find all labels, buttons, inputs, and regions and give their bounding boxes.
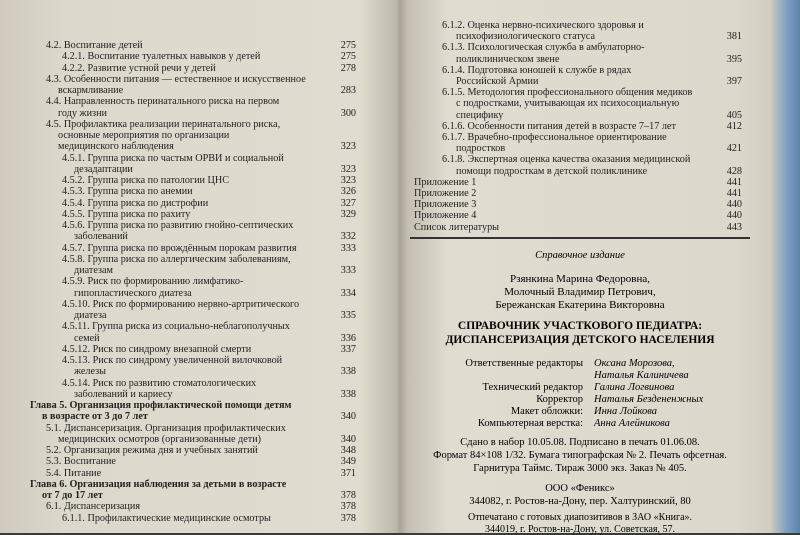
- toc-entry-text: году жизни: [58, 107, 107, 119]
- toc-entry: [74, 310, 107, 322]
- toc-entry-text: поликлиническом звене: [456, 53, 560, 65]
- toc-entry: [62, 254, 291, 266]
- toc-entry-text: 4.5.11. Группа риска из социально-неблагополучных: [62, 321, 290, 333]
- toc-page-number: 333: [340, 265, 356, 276]
- toc-entry-text: медицинского наблюдения: [58, 141, 174, 153]
- imprint-separator: [410, 237, 750, 239]
- toc-entry-text: Приложение 2: [414, 188, 477, 199]
- toc-entry: [62, 153, 284, 165]
- toc-entry-text: 4.5.12. Риск по синдрому внезапной смерти: [62, 343, 252, 355]
- toc-entry: [46, 501, 140, 513]
- toc-page-number: 338: [340, 366, 356, 378]
- toc-entry-text: 4.5.10. Риск по формированию нервно-артритического: [62, 298, 300, 310]
- toc-entry-text: 6.1.7. Врачебно-профессиональное ориентирование: [442, 132, 667, 143]
- toc-page-number: 395: [726, 53, 742, 65]
- toc-entry-text: железы: [74, 366, 107, 378]
- toc-entry-text: Глава 5. Организация профилактической помощи детям: [30, 400, 292, 411]
- toc-entry: [74, 333, 100, 345]
- toc-entry-text: 5.2. Организация режима дня и учебных занятий: [46, 445, 258, 456]
- credit-name: Оксана Морозова,: [594, 358, 675, 369]
- toc-entry: [62, 513, 271, 525]
- credit-name: Анна Алейникова: [594, 418, 670, 429]
- toc-entry: [442, 65, 631, 77]
- toc-entry-text: 4.5. Профилактика реализации перинатального риска,: [46, 118, 281, 130]
- toc-entry: [46, 96, 279, 108]
- toc-entry-text: 4.4. Направленность перинатального риска на первом: [46, 96, 280, 108]
- toc-entry-text: диатезам: [74, 265, 113, 276]
- toc-entry: [62, 186, 193, 198]
- credit-name: Наталья Бездененжных: [594, 394, 704, 405]
- toc-entry-text: 4.5.6. Группа риска по развитию гнойно-септических: [62, 220, 294, 231]
- toc-entry: [74, 389, 173, 401]
- toc-page-number: 336: [340, 332, 356, 344]
- toc-entry-text: гипопластического диатеза: [74, 287, 192, 299]
- toc-page-number: 412: [726, 120, 742, 132]
- toc-entry-text: 4.5.8. Группа риска по аллергическим заболеваниям,: [62, 253, 291, 265]
- toc-entry-text: 6.1.2. Оценка нервно-психического здоровья и: [442, 20, 644, 31]
- print-info-3: Гарнитура Таймс. Тираж 3000 экз. Заказ № 405.: [473, 463, 687, 474]
- toc-page-number: 378: [340, 512, 356, 524]
- credit-role: Ответственные редакторы: [465, 358, 583, 369]
- author-2: Молочный Владимир Петрович,: [504, 286, 656, 298]
- toc-page-number: 323: [340, 163, 356, 175]
- left-page-toc: [0, 0, 388, 533]
- toc-entry: [58, 85, 123, 97]
- toc-entry-text: Российской Армии: [456, 76, 539, 87]
- toc-entry-text: 4.5.4. Группа риска по дистрофии: [62, 197, 209, 209]
- toc-page-number: 405: [726, 109, 742, 121]
- toc-entry: [46, 423, 286, 435]
- publisher-address: 344082, г. Ростов-на-Дону, пер. Халтуринский, 80: [469, 496, 691, 507]
- toc-entry: [414, 199, 476, 211]
- book-title-2: ДИСПАНСЕРИЗАЦИЯ ДЕТСКОГО НАСЕЛЕНИЯ: [445, 334, 715, 346]
- toc-entry-text: 4.5.1. Группа риска по частым ОРВИ и социальной: [62, 152, 284, 164]
- toc-entry: [442, 42, 645, 54]
- toc-page-number: 397: [726, 76, 742, 87]
- toc-page-number: 421: [726, 143, 742, 155]
- toc-entry: [46, 456, 116, 468]
- toc-entry-text: 6.1.4. Подготовка юношей к службе в рядах: [442, 64, 632, 76]
- toc-entry: [456, 166, 647, 178]
- toc-page-number: 338: [340, 388, 356, 400]
- toc-entry-text: медицинских осмотров (организованные дети): [58, 433, 262, 445]
- toc-entry: [74, 288, 192, 300]
- toc-entry-text: 5.3. Воспитание: [46, 456, 116, 468]
- toc-entry-text: Глава 6. Организация наблюдения за детьми в возрасте: [30, 478, 287, 490]
- toc-page-number: 329: [340, 208, 356, 220]
- printer-info-2: 344019, г. Ростов-на-Дону, ул. Советская, 57.: [484, 524, 676, 535]
- toc-entry: [62, 355, 282, 367]
- toc-entry: [62, 299, 299, 311]
- toc-page-number: 349: [340, 456, 356, 468]
- toc-entry: [58, 434, 261, 446]
- toc-entry: [62, 378, 256, 390]
- publisher-name: ООО «Феникс»: [545, 483, 615, 494]
- toc-entry: [414, 210, 476, 222]
- toc-entry: [62, 243, 297, 255]
- toc-entry: [42, 411, 148, 423]
- toc-entry-text: помощи подросткам в детской поликлинике: [456, 165, 648, 177]
- credit-role: Технический редактор: [482, 382, 583, 393]
- toc-page-number: 326: [340, 186, 356, 198]
- toc-entry: [62, 321, 290, 333]
- credit-name: Наталья Калиничева: [594, 370, 689, 381]
- toc-entry-text: 5.4. Питание: [46, 467, 102, 479]
- author-3: Бережанская Екатерина Викторовна: [495, 299, 665, 311]
- blue-background-edge: [770, 0, 800, 533]
- toc-page-number: 332: [340, 231, 356, 243]
- toc-entry: [414, 222, 499, 234]
- toc-page-number: 340: [340, 411, 356, 423]
- toc-page-number: 440: [726, 210, 742, 222]
- toc-page-number: 378: [340, 490, 356, 501]
- toc-page-number: 428: [726, 165, 742, 177]
- toc-entry-text: Приложение 3: [414, 199, 477, 211]
- toc-entry-text: от 7 до 17 лет: [42, 490, 103, 501]
- toc-entry: [74, 265, 113, 277]
- toc-entry-text: 4.5.5. Группа риска по рахиту: [62, 208, 191, 220]
- credit-name: Инна Лойкова: [594, 406, 657, 417]
- toc-entry-text: заболеваний: [74, 231, 128, 243]
- toc-page-number: 300: [340, 107, 356, 119]
- toc-entry: [42, 490, 103, 502]
- toc-entry-text: 4.2.1. Воспитание туалетных навыков у детей: [62, 51, 261, 63]
- toc-entry: [442, 154, 690, 166]
- toc-entry: [456, 76, 538, 88]
- toc-entry-text: 4.5.2. Группа риска по патологии ЦНС: [62, 175, 230, 186]
- toc-entry: [62, 220, 293, 232]
- author-1: Рзянкина Марина Федоровна,: [510, 273, 650, 285]
- toc-entry-text: Приложение 4: [414, 210, 477, 222]
- toc-page-number: 441: [726, 188, 742, 199]
- toc-entry-text: Приложение 1: [414, 176, 477, 188]
- toc-entry: [62, 198, 208, 210]
- toc-entry-text: 5.1. Диспансеризация. Организация профилактических: [46, 422, 286, 434]
- toc-entry: [456, 54, 559, 66]
- toc-entry-text: 4.5.9. Риск по формированию лимфатико-: [62, 276, 244, 288]
- toc-entry: [46, 445, 258, 457]
- toc-entry-text: 4.5.7. Группа риска по врождённым порокам развития: [62, 242, 297, 254]
- toc-entry: [30, 479, 286, 491]
- print-info-2: Формат 84×108 1/32. Бумага типографская № 2. Печать офсетная.: [433, 450, 727, 461]
- toc-page-number: 335: [340, 310, 356, 321]
- toc-page-number: 334: [340, 287, 356, 299]
- toc-entry-text: подростков: [456, 143, 506, 155]
- toc-entry: [62, 51, 260, 63]
- toc-entry-text: с подростками, учитывающая их психосоциальную: [456, 98, 680, 110]
- toc-entry-text: 6.1.3. Психологическая служба в амбулаторно-: [442, 42, 645, 54]
- credit-role: Макет обложки:: [510, 406, 583, 417]
- credit-role: Корректор: [536, 394, 583, 405]
- toc-page-number: 340: [340, 433, 356, 445]
- toc-entry: [58, 108, 107, 120]
- toc-entry-text: дезадаптации: [74, 163, 133, 175]
- edition-type: Справочное издание: [535, 250, 625, 261]
- toc-entry-text: 4.5.13. Риск по синдрому увеличенной вилочковой: [62, 355, 283, 366]
- toc-page-number: 371: [340, 467, 356, 479]
- toc-entry: [456, 98, 679, 110]
- toc-entry: [46, 74, 306, 86]
- toc-entry: [62, 63, 216, 75]
- toc-page-number: 333: [340, 242, 356, 254]
- toc-page-number: 440: [726, 199, 742, 211]
- printer-info-1: Отпечатано с готовых диапозитивов в ЗАО «Книга».: [467, 512, 693, 523]
- toc-entry-text: 6.1.8. Экспертная оценка качества оказания медицинской: [442, 154, 691, 166]
- toc-entry-text: специфику: [456, 109, 504, 121]
- toc-page-number: 323: [340, 141, 356, 153]
- toc-page-number: 337: [340, 343, 356, 355]
- toc-entry-text: 4.5.14. Риск по развитию стоматологических: [62, 377, 257, 389]
- toc-page-number: 275: [340, 40, 356, 51]
- toc-entry-text: 4.5.3. Группа риска по анемии: [62, 186, 193, 198]
- toc-entry-text: диатеза: [74, 310, 107, 321]
- toc-entry-text: 6.1.5. Методология профессионального общения медиков: [442, 87, 693, 99]
- toc-entry: [30, 400, 291, 412]
- toc-entry: [74, 164, 133, 176]
- toc-entry: [62, 209, 190, 221]
- toc-entry-text: 6.1.1. Профилактические медицинские осмотры: [62, 512, 271, 524]
- toc-entry: [442, 132, 667, 144]
- toc-page-number: 275: [340, 51, 356, 63]
- toc-entry: [456, 31, 595, 43]
- toc-entry-text: Список литературы: [414, 221, 500, 233]
- toc-entry-text: психофизиологического статуса: [456, 31, 595, 43]
- toc-entry-text: 4.2.2. Развитие устной речи у детей: [62, 62, 216, 74]
- toc-entry-text: семей: [74, 332, 100, 344]
- credit-role: Компьютерная верстка:: [477, 418, 583, 429]
- toc-page-number: 443: [726, 221, 742, 233]
- toc-entry: [62, 344, 251, 356]
- toc-entry: [58, 130, 229, 142]
- toc-entry: [442, 121, 676, 133]
- toc-entry: [74, 231, 128, 243]
- toc-entry: [58, 141, 174, 153]
- toc-entry: [62, 175, 229, 187]
- toc-page-number: 323: [340, 175, 356, 186]
- toc-page-number: 283: [340, 85, 356, 96]
- toc-page-number: 278: [340, 62, 356, 74]
- toc-entry: [62, 276, 243, 288]
- toc-entry-text: 6.1. Диспансеризация: [46, 501, 141, 513]
- book-title-1: СПРАВОЧНИК УЧАСТКОВОГО ПЕДИАТРА:: [457, 320, 703, 332]
- toc-entry-text: в возрасте от 3 до 7 лет: [42, 411, 148, 423]
- toc-entry-text: вскармливание: [58, 85, 124, 96]
- toc-entry: [46, 119, 280, 131]
- toc-entry-text: 4.3. Особенности питания — естественное и искусственное: [46, 73, 306, 85]
- print-info-1: Сдано в набор 10.05.08. Подписано в печать 01.06.08.: [460, 437, 700, 448]
- toc-page-number: 327: [340, 197, 356, 209]
- toc-entry: [46, 40, 143, 52]
- credit-name: Галина Логвинова: [594, 382, 675, 393]
- toc-entry-text: 4.2. Воспитание детей: [46, 40, 143, 51]
- toc-entry: [442, 20, 644, 32]
- toc-entry: [414, 177, 476, 189]
- toc-entry: [414, 188, 476, 200]
- toc-entry: [456, 143, 505, 155]
- toc-entry-text: заболеваний и кариесу: [74, 388, 173, 400]
- toc-page-number: 381: [726, 31, 742, 43]
- toc-page-number: 441: [726, 176, 742, 188]
- toc-entry-text: основные мероприятия по организации: [58, 130, 230, 141]
- toc-entry: [456, 110, 503, 122]
- toc-entry-text: 6.1.6. Особенности питания детей в возрасте 7–17 лет: [442, 120, 676, 132]
- toc-entry: [74, 366, 106, 378]
- toc-page-number: 378: [340, 501, 356, 513]
- toc-page-number: 348: [340, 445, 356, 456]
- toc-entry: [46, 468, 101, 480]
- toc-entry: [442, 87, 692, 99]
